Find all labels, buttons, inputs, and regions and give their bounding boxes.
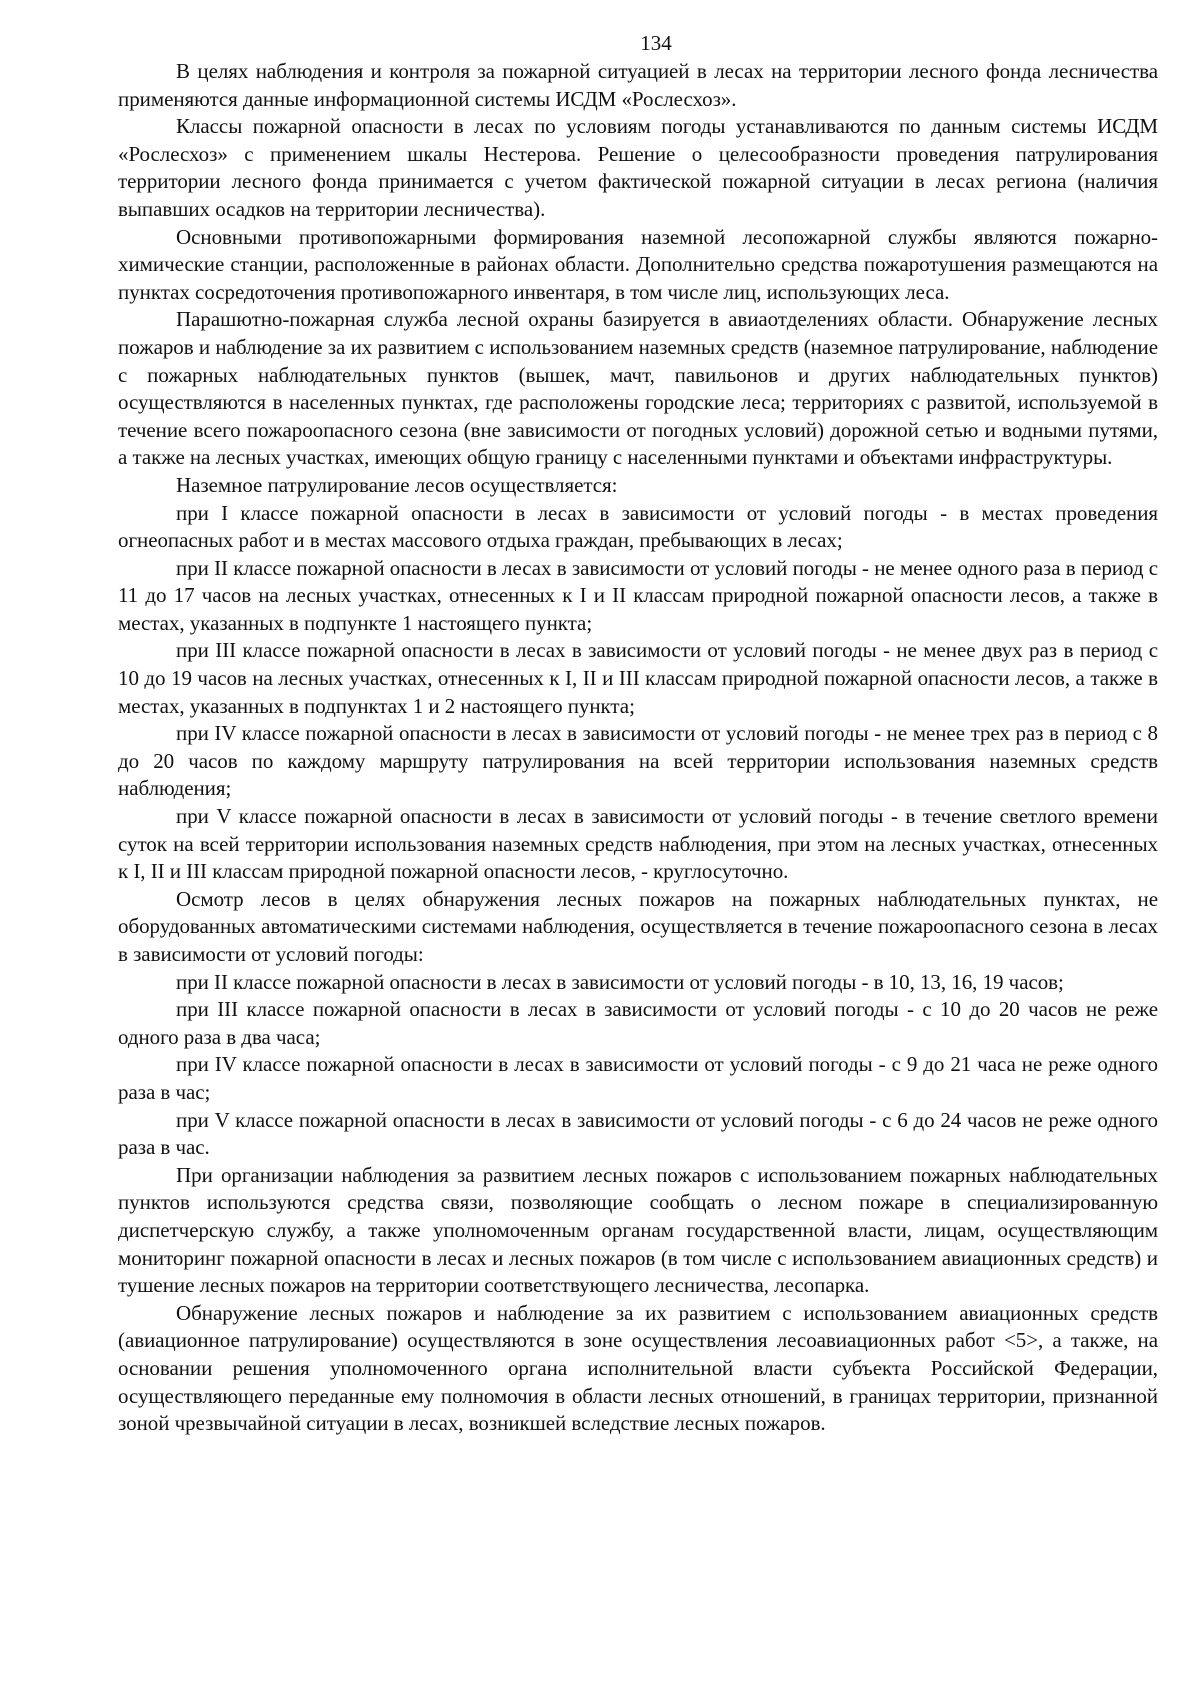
paragraph-ground-patrol-intro: Наземное патрулирование лесов осуществляется: [176,472,618,497]
paragraph-aviation-patrol: Обнаружение лесных пожаров и наблюдение за их развитием с использованием авиационных средств (авиационное патрулирование) осуществляются в зоне осуществления лесоавиационных работ <5>, а также, на основании решения уполномоченного органа исполнительной власти субъекта Российской Федерации, осуществляющего переданные ему полномочия в области лесных отношений, в границах территории, признанной зоной чрезвычайной ситуации в лесах, возникшей вследствие лесных пожаров. [118,1300,1158,1436]
list-item-class-1-patrol: при I классе пожарной опасности в лесах в зависимости от условий погоды - в местах проведения огнеопасных работ и в местах массового отдыха граждан, пребывающих в лесах; [118,500,1158,553]
paragraph-isdm-monitoring: В целях наблюдения и контроля за пожарной ситуацией в лесах на территории лесного фонда лесничества применяются данные информационной системы ИСДМ «Рослесхоз». [118,59,1158,111]
document-page [118,30,1158,1438]
paragraph-danger-classes: Классы пожарной опасности в лесах по условиям погоды устанавливаются по данным системы ИСДМ «Рослесхоз» с применением шкалы Нестерова. Решение о целесообразности проведения патрулирования территории лесного фонда принимается с учетом фактической пожарной ситуации в лесах региона (наличия выпавших осадков на территории лесничества). [118,114,1158,221]
list-item-class-5-patrol: при V классе пожарной опасности в лесах в зависимости от условий погоды - в течение светлого времени суток на всей территории использования наземных средств наблюдения, при этом на лесных участках, отнесенных к I, II и III классам природной пожарной опасности лесов, - круглосуточно. [118,804,1158,884]
page-number: 134 [640,31,672,55]
list-item-class-4-observation: при IV классе пожарной опасности в лесах в зависимости от условий погоды - с 9 до 21 часа не реже одного раза в час; [118,1052,1158,1104]
list-item-class-2-observation: при II классе пожарной опасности в лесах в зависимости от условий погоды - в 10, 13, 16, 19 часов; [176,969,1064,994]
list-item-class-2-patrol: при II классе пожарной опасности в лесах в зависимости от условий погоды - не менее одного раза в период с 11 до 17 часов на лесных участках, отнесенных к I и II классам природной пожарной опасности лесов, а также в местах, указанных в подпункте 1 настоящего пункта; [118,555,1158,635]
list-item-class-3-patrol: при III классе пожарной опасности в лесах в зависимости от условий погоды - не менее двух раз в период с 10 до 19 часов на лесных участках, отнесенных к I, II и III классам природной пожарной опасности лесов, а также в местах, указанных в подпунктах 1 и 2 настоящего пункта; [118,638,1158,718]
list-item-class-5-observation: при V классе пожарной опасности в лесах в зависимости от условий погоды - с 6 до 24 часов не реже одного раза в час. [118,1107,1158,1160]
paragraph-observation-points: Осмотр лесов в целях обнаружения лесных пожаров на пожарных наблюдательных пунктах, не оборудованных автоматическими системами наблюдения, осуществляется в течение пожароопасного сезона в лесах в зависимости от условий погоды: [118,886,1158,966]
list-item-class-4-patrol: при IV классе пожарной опасности в лесах в зависимости от условий погоды - не менее трех раз в период с 8 до 20 часов по каждому маршруту патрулирования на всей территории использования наземных средств наблюдения; [118,721,1158,801]
paragraph-parachute-service: Парашютно-пожарная служба лесной охраны базируется в авиаотделениях области. Обнаружение лесных пожаров и наблюдение за их развитием с использованием наземных средств (наземное патрулирование, наблюдение с пожарных наблюдательных пунктов (вышек, мачт, павильонов и других наблюдательных пунктов) осуществляются в населенных пунктах, где расположены городские леса; территориях с развитой, используемой в течение всего пожароопасного сезона (вне зависимости от погодных условий) дорожной сетью и водными путями, а также на лесных участках, имеющих общую границу с населенными пунктами и объектами инфраструктуры. [118,307,1158,470]
paragraph-communication-means: При организации наблюдения за развитием лесных пожаров с использованием пожарных наблюдательных пунктов используются средства связи, позволяющие сообщать о лесном пожаре в специализированную диспетчерскую службу, а также уполномоченным органам государственной власти, лицам, осуществляющим мониторинг пожарной опасности в лесах и лесных пожаров (в том числе с использованием авиационных средств) и тушение лесных пожаров на территории соответствующего лесничества, лесопарка. [118,1162,1158,1298]
paragraph-fire-stations: Основными противопожарными формирования наземной лесопожарной службы являются пожарно-химические станции, расположенные в районах области. Дополнительно средства пожаротушения размещаются на пунктах сосредоточения противопожарного инвентаря, в том числе лиц, использующих леса. [118,224,1158,304]
list-item-class-3-observation: при III классе пожарной опасности в лесах в зависимости от условий погоды - с 10 до 20 часов не реже одного раза в два часа; [118,997,1158,1049]
